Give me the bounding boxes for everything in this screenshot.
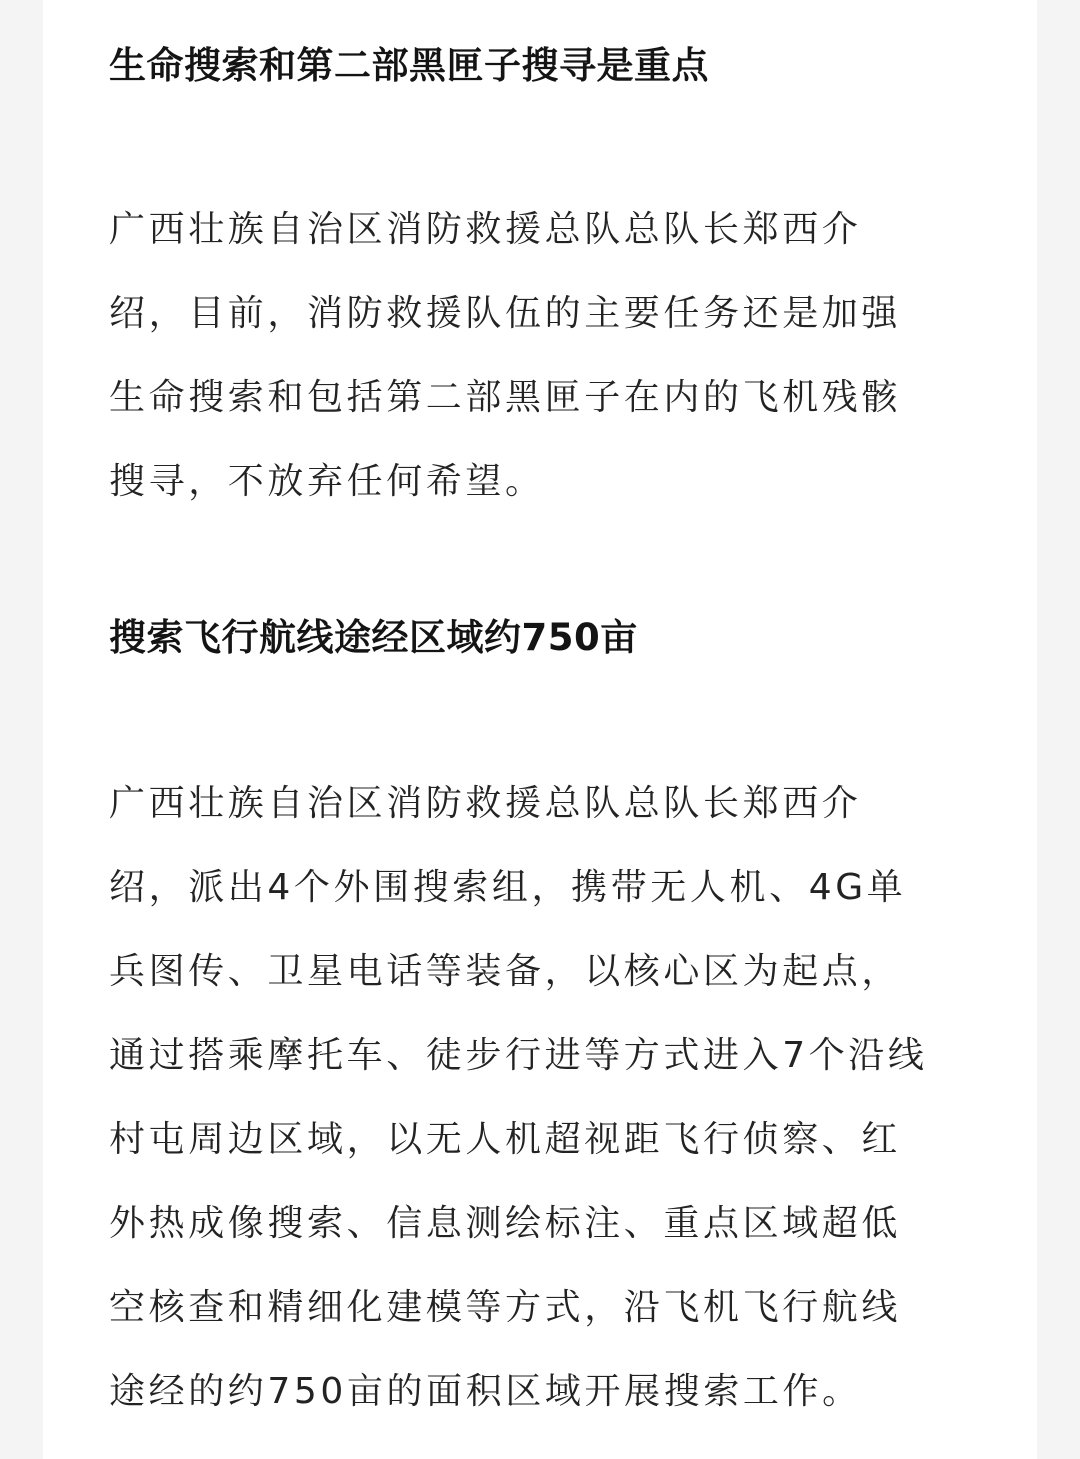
section-heading-search-area: 搜索飞行航线途经区域约750亩 [109, 616, 638, 659]
paragraph-line: 兵图传、卫星电话等装备，以核心区为起点， [109, 951, 902, 992]
paragraph-line: 空核查和精细化建模等方式，沿飞机飞行航线 [109, 1287, 902, 1328]
section-paragraph-life-search [109, 188, 971, 524]
section-paragraph-search-area [109, 762, 971, 1434]
article-body [43, 0, 1037, 1459]
paragraph-line: 通过搭乘摩托车、徒步行进等方式进入7个沿线 [109, 1035, 928, 1076]
paragraph-line: 广西壮族自治区消防救援总队总队长郑西介 [109, 783, 862, 824]
paragraph-line: 外热成像搜索、信息测绘标注、重点区域超低 [109, 1203, 902, 1244]
paragraph-line: 途经的约750亩的面积区域开展搜索工作。 [109, 1371, 862, 1412]
paragraph-line: 生命搜索和包括第二部黑匣子在内的飞机残骸 [109, 377, 902, 418]
paragraph-line: 绍，派出4个外围搜索组，携带无人机、4G单 [109, 867, 907, 908]
section-heading-life-search: 生命搜索和第二部黑匣子搜寻是重点 [109, 44, 709, 87]
paragraph-line: 广西壮族自治区消防救援总队总队长郑西介 [109, 209, 862, 250]
paragraph-line: 村屯周边区域，以无人机超视距飞行侦察、红 [109, 1119, 902, 1160]
paragraph-line: 搜寻，不放弃任何希望。 [109, 461, 545, 502]
paragraph-line: 绍，目前，消防救援队伍的主要任务还是加强 [109, 293, 902, 334]
